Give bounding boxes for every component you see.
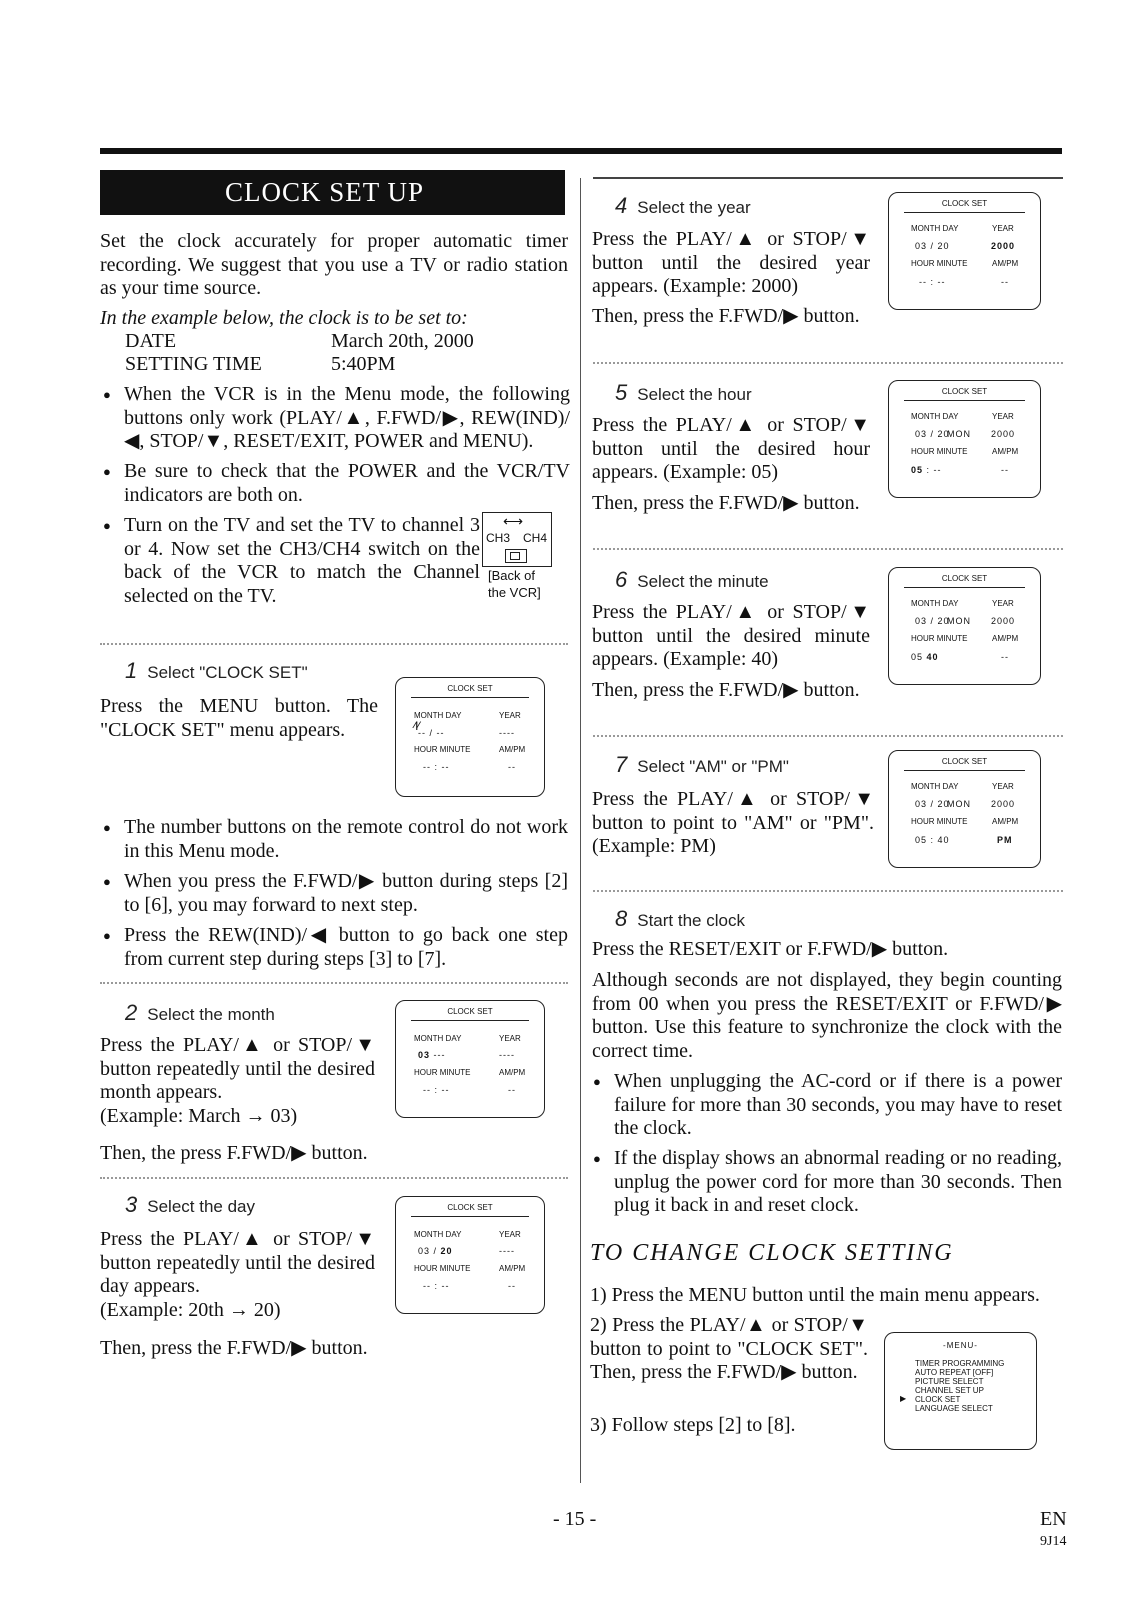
step-2-text: Press the PLAY/▲ or STOP/▼ button repeatedly until the desired month appears. [100, 1034, 375, 1103]
bullet-power-check: ● Be sure to check that the POWER and the VCR/TV indicators are both on. [100, 460, 570, 507]
step-3-title: 3 Select the day [125, 1192, 255, 1217]
separator [593, 362, 1063, 365]
step-8-text-2: Although seconds are not displayed, they begin counting from 00 when you press the RESET/EXIT or F.FWD/▶ button. Use this feature to synchronize the clock with the correct time. [592, 969, 1062, 1062]
date-value: March 20th, 2000 [331, 330, 474, 352]
step-8-title: 8 Start the clock [615, 906, 745, 931]
time-label: SETTING TIME [125, 353, 262, 375]
step-8-text-1: Press the RESET/EXIT or F.FWD/▶ button. [592, 938, 949, 960]
change-step-3: 3) Follow steps [2] to [8]. [590, 1414, 796, 1436]
step-3-example: (Example: 20th → 20) [100, 1299, 281, 1321]
separator [593, 177, 1063, 179]
step-2-then: Then, the press F.FWD/▶ button. [100, 1142, 368, 1164]
page-title: CLOCK SET UP [100, 170, 565, 215]
switch-caption-1: [Back of [488, 568, 535, 583]
bullet-ffwd: ● When you press the F.FWD/▶ button during steps [2] to [6], you may forward to next step. [100, 870, 568, 917]
bullet-menu-buttons: ● When the VCR is in the Menu mode, the following buttons only work (PLAY/▲, F.FWD/▶, REW(IND)/◀, STOP/▼, RESET/EXIT, POWER and MENU). [100, 383, 570, 454]
step-2-example: (Example: March → 03) [100, 1105, 298, 1127]
lcd-step-3: CLOCK SET MONTH DAY YEAR 03 / 20 ---- HOUR MINUTE AM/PM -- : -- -- [395, 1196, 545, 1314]
step-3-then: Then, press the F.FWD/▶ button. [100, 1337, 368, 1359]
ch4-label: CH4 [523, 531, 548, 545]
step-4-text: Press the PLAY/▲ or STOP/▼ button until the desired year appears. (Example: 2000) [592, 228, 870, 297]
step-6-text: Press the PLAY/▲ or STOP/▼ button until the desired minute appears. (Example: 40) [592, 601, 870, 670]
separator [593, 890, 1063, 893]
step-5-title: 5 Select the hour [615, 380, 752, 405]
bullet-unplug: ● When unplugging the AC-cord or if there is a power failure for more than 30 seconds, you may have to reset the clock. [590, 1070, 1062, 1141]
separator [100, 982, 568, 985]
step-6-title: 6 Select the minute [615, 567, 769, 592]
step-3-text: Press the PLAY/▲ or STOP/▼ button repeatedly until the desired day appears. [100, 1228, 375, 1297]
separator [100, 1177, 568, 1180]
step-5-text: Press the PLAY/▲ or STOP/▼ button until the desired hour appears. (Example: 05) [592, 414, 870, 483]
change-step-2: 2) Press the PLAY/▲ or STOP/▼ button to point to "CLOCK SET". Then, press the F.FWD/▶ button. [590, 1314, 868, 1383]
lcd-step-5: CLOCK SET MONTH DAY YEAR 03 / 20 MON 2000 HOUR MINUTE AM/PM 05 : -- -- [888, 380, 1041, 498]
bullet-number-buttons: ● The number buttons on the remote control do not work in this Menu mode. [100, 816, 568, 863]
bullet-abnormal: ● If the display shows an abnormal reading or no reading, unplug the power cord for more than 30 seconds. Then plug it back in and reset clock. [590, 1147, 1062, 1218]
lcd-step-4: CLOCK SET MONTH DAY YEAR 03 / 20 2000 HOUR MINUTE AM/PM -- : -- -- [888, 192, 1041, 310]
step-1-title: 1 Select "CLOCK SET" [125, 658, 308, 683]
column-divider [580, 178, 581, 1483]
language-tag: EN [1040, 1508, 1067, 1530]
top-rule [100, 148, 1062, 154]
doc-code: 9J14 [1040, 1534, 1067, 1549]
step-6-then: Then, press the F.FWD/▶ button. [592, 679, 860, 701]
bullet-channel: ● Turn on the TV and set the TV to channel 3 or 4. Now set the CH3/CH4 switch on the back of the VCR to match the Channel selected on the TV. [100, 514, 480, 608]
lcd-main-menu: -MENU- TIMER PROGRAMMING AUTO REPEAT [OFF] PICTURE SELECT CHANNEL SET UP CLOCK SET LANGUAGE SELECT ▶ [884, 1332, 1037, 1450]
step-4-then: Then, press the F.FWD/▶ button. [592, 305, 860, 327]
ch3-label: CH3 [486, 531, 511, 545]
ch-switch-figure [482, 512, 552, 567]
page-number: - 15 - [553, 1508, 597, 1530]
lcd-step-6: CLOCK SET MONTH DAY YEAR 03 / 20 MON 2000 HOUR MINUTE AM/PM 05 40 -- [888, 567, 1041, 685]
date-label: DATE [125, 330, 177, 352]
menu-pointer-icon: ▶ [900, 1394, 907, 1403]
lcd-step-2: CLOCK SET MONTH DAY YEAR 03 --- ---- HOUR MINUTE AM/PM -- : -- -- [395, 1000, 545, 1118]
change-step-1: 1) Press the MENU button until the main menu appears. [590, 1284, 1040, 1306]
step-2-title: 2 Select the month [125, 1000, 275, 1025]
separator [100, 643, 568, 646]
step-4-title: 4 Select the year [615, 193, 751, 218]
bullet-rew: ● Press the REW(IND)/◀ button to go back one step from current step during steps [3] to [7]. [100, 924, 568, 971]
intro-paragraph: Set the clock accurately for proper automatic timer recording. We suggest that you use a TV or radio station as your time source. [100, 230, 568, 299]
time-value: 5:40PM [331, 353, 396, 375]
step-7-title: 7 Select "AM" or "PM" [615, 752, 789, 777]
switch-icon [505, 549, 527, 563]
lcd-step-7: CLOCK SET MONTH DAY YEAR 03 / 20 MON 2000 HOUR MINUTE AM/PM 05 : 40 PM [888, 750, 1041, 868]
switch-caption-2: the VCR] [488, 585, 541, 600]
step-1-text: Press the MENU button. The "CLOCK SET" menu appears. [100, 695, 378, 741]
blink-icon: ⁄|⁄ [414, 720, 420, 730]
step-7-text: Press the PLAY/▲ or STOP/▼ button to point to "AM" or "PM". (Example: PM) [592, 788, 874, 857]
lcd-step-1: CLOCK SET MONTH DAY YEAR ⁄|⁄ -- / -- ---- HOUR MINUTE AM/PM -- : -- -- [395, 677, 545, 797]
section-heading: TO CHANGE CLOCK SETTING [590, 1240, 954, 1266]
separator [593, 548, 1063, 551]
example-line: In the example below, the clock is to be set to: [100, 307, 468, 329]
separator [593, 735, 1063, 738]
step-5-then: Then, press the F.FWD/▶ button. [592, 492, 860, 514]
double-arrow-icon: ⟷ [503, 513, 524, 529]
